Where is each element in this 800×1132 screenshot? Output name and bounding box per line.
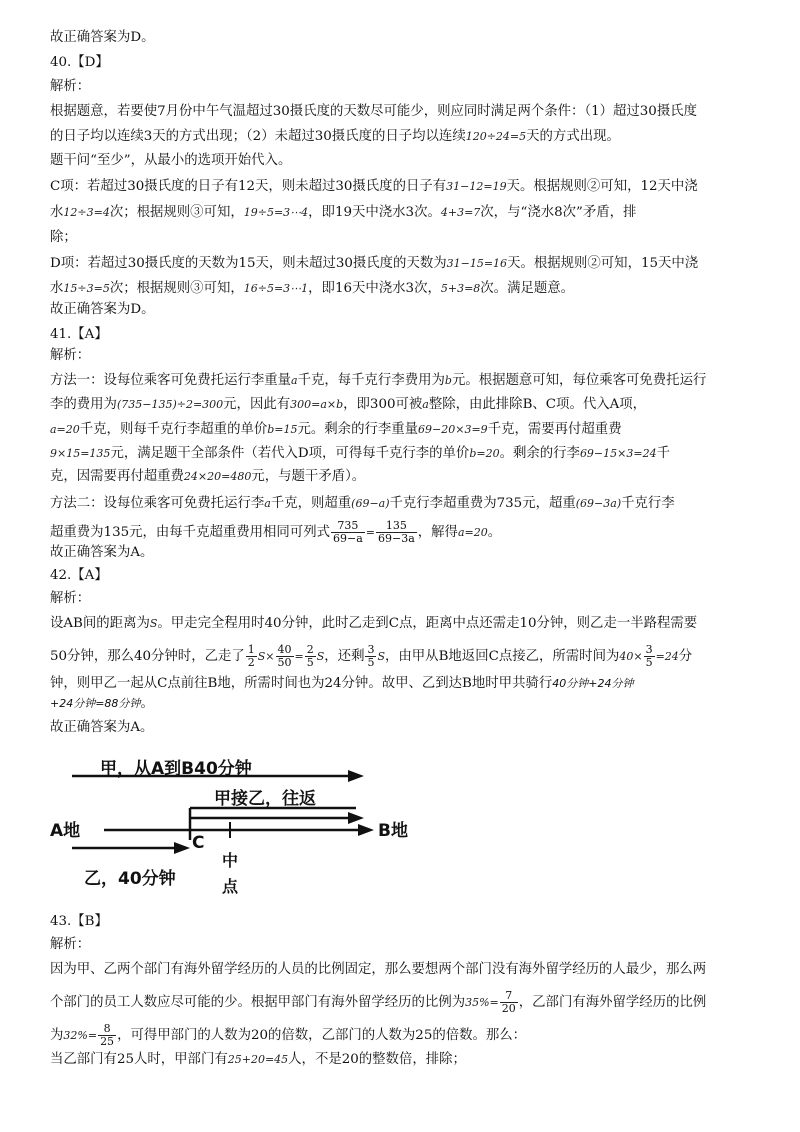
text-line: 克，因需要再付超重费24×20=480元，与题干矛盾）。 [50,469,366,484]
point-c-label: C [192,833,205,853]
analysis-heading: 解析： [50,348,91,363]
fraction: $\frac{135}{69-3a}$ [377,519,415,545]
question-number-43: 43.【B】 [50,914,108,929]
text-line: 方法一：设每位乘客可免费托运行李重量a千克，每千克行李费用为b元。根据题意可知，每位乘客可免费托运行 [50,373,707,388]
diagram-label-jia-return: 甲接乙，往返 [214,789,316,809]
arrow-head [348,812,364,824]
text-line: C项：若超过30摄氏度的日子有12天，则未超过30摄氏度的日子有31−12=19天。根据规则②可知，12天中浇 [50,179,698,194]
midpoint-label: 中 [222,851,239,870]
text-line: 超重费为135元，由每千克超重费用相同可列式 $\frac{735}{69-a}$ = $\frac{135}{69-3a}$ ，解得a=20。 [50,519,502,545]
analysis-heading: 解析： [50,591,91,606]
question-number-42: 42.【A】 [50,568,108,583]
fraction: $\frac{2}{5}$ [306,643,314,669]
text-line: 因为甲、乙两个部门有海外留学经历的人员的比例固定，那么要想两个部门没有海外留学经历的人最少，那么两 [50,962,707,977]
answer-line: 故正确答案为D。 [50,302,155,317]
text-line: +24分钟=88分钟。 [50,696,154,711]
text-line: 根据题意，若要使7月份中午气温超过30摄氏度的天数尽可能少，则应同时满足两个条件：（1）超过30摄氏度 [50,104,697,119]
text-line: 水12÷3=4次；根据规则③可知，19÷5=3⋯4，即19天中浇水3次。4+3=7次，与“浇水8次”矛盾，排 [50,205,637,220]
fraction: $\frac{3}{5}$ [367,643,375,669]
text-line: 9×15=135元，满足题干全部条件（若代入D项，可得每千克行李的单价b=20。剩余的行李69−15×3=24千 [50,446,670,461]
analysis-heading: 解析： [50,937,91,952]
text-line: 李的费用为(735−135)÷2=300元，因此有300=a×b，即300可被a整除，由此排除B、C项。代入A项， [50,397,647,412]
question-number-40: 40.【D】 [50,55,109,70]
point-b-label: B地 [378,821,408,841]
fraction: $\frac{1}{2}$ [247,643,255,669]
analysis-heading: 解析： [50,79,91,94]
point-a-label: A地 [50,821,81,841]
diagram-label-jia-a-to-b: 甲，从A到B40分钟 [100,759,252,779]
text-line: 方法二：设每位乘客可免费托运行李a千克，则超重(69−a)千克行李超重费为735元，超重(69−3a)千克行李 [50,496,675,511]
text-line: 水15÷3=5次；根据规则③可知，16÷5=3⋯1，即16天中浇水3次，5+3=8次。满足题意。 [50,281,575,296]
text-line: 除； [50,230,77,245]
fraction: $\frac{3}{5}$ [645,643,653,669]
text-line: D项：若超过30摄氏度的天数为15天，则未超过30摄氏度的天数为31−15=16天。根据规则②可知，15天中浇 [50,256,699,271]
text-line: 题干问“至少”，从最小的选项开始代入。 [50,153,292,168]
answer-line: 故正确答案为A。 [50,545,154,560]
fraction: $\frac{735}{69-a}$ [332,519,363,545]
arrow-head [358,824,374,836]
text-line: 设AB间的距离为S。甲走完全程用时40分钟，此时乙走到C点，距离中点还需走10分钟，则乙走一半路程需要 [50,616,698,631]
answer-line: 故正确答案为D。 [50,30,155,45]
midpoint-label: 点 [222,877,239,896]
text-line: 50分钟，那么40分钟时，乙走了 $\frac{1}{2}$ S× $\frac{40}{50}$ = $\frac{2}{5}$ S，还剩 $\frac{3}{5}$ S，由甲从B地返回C点接乙，所需时间为40× $\frac{3}{5}$ =24分 [50,643,693,669]
text-line: 钟，则甲乙一起从C点前往B地，所需时间也为24分钟。故甲、乙到达B地时甲共骑行40分钟+24分钟 [50,676,634,691]
question-number-41: 41.【A】 [50,327,108,342]
fraction: $\frac{7}{20}$ [501,989,516,1015]
text-line: 当乙部门有25人时，甲部门有25+20=45人，不是20的整数倍，排除； [50,1052,466,1067]
diagram-label-yi-40: 乙，40分钟 [84,869,176,889]
answer-line: 故正确答案为A。 [50,720,154,735]
arrow-head [348,770,364,782]
text-line: 个部门的员工人数应尽可能的少。根据甲部门有海外留学经历的比例为35%= $\frac{7}{20}$ ，乙部门有海外留学经历的比例 [50,989,707,1015]
text-line: a=20千克，则每千克行李超重的单价b=15元。剩余的行李重量69−20×3=9千克，需要再付超重费 [50,422,622,437]
arrow-head [174,842,190,854]
fraction: $\frac{40}{50}$ [277,643,292,669]
route-diagram [42,748,462,908]
fraction: $\frac{8}{25}$ [100,1022,115,1048]
text-line: 的日子均以连续3天的方式出现；（2）未超过30摄氏度的日子均以连续120÷24=5天的方式出现。 [50,129,620,144]
text-line: 为32%= $\frac{8}{25}$ ，可得甲部门的人数为20的倍数，乙部门的人数为25的倍数。那么： [50,1022,527,1048]
